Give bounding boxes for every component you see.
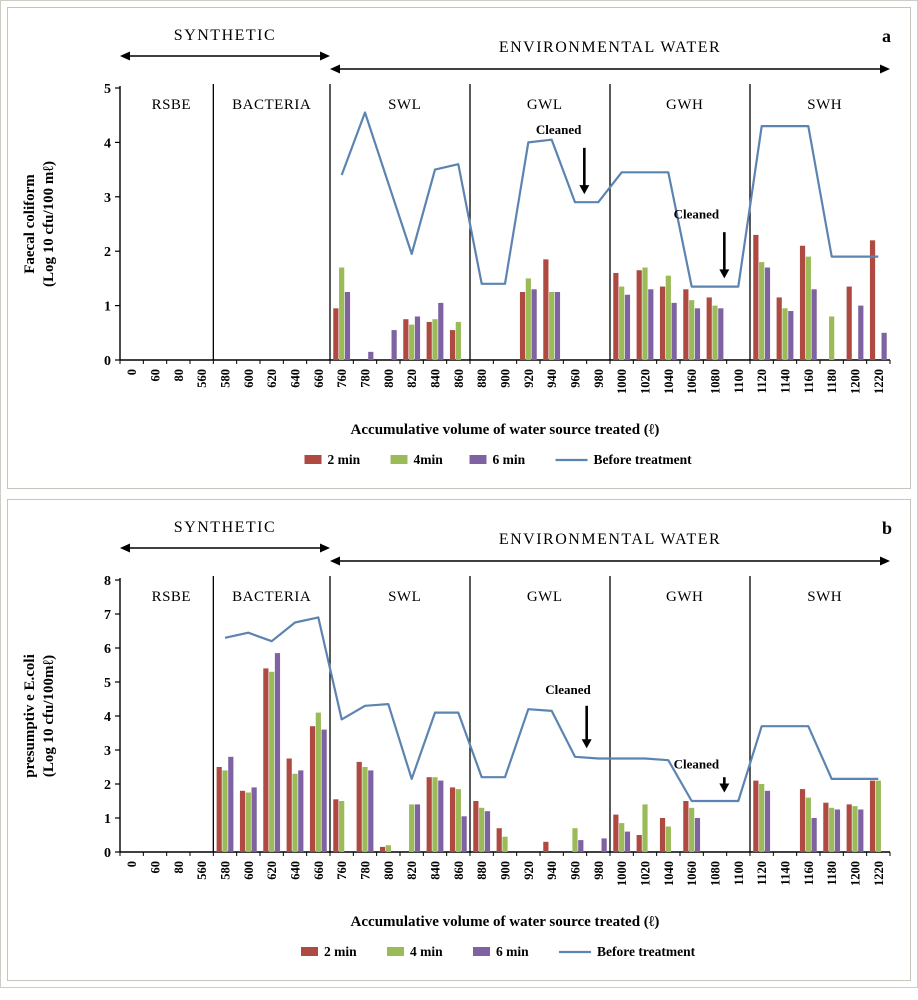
y-tick-label: 3 — [104, 190, 111, 206]
region-label: GWH — [666, 589, 704, 605]
bar-4min — [642, 804, 647, 852]
cleaned-arrow-head-icon — [719, 269, 729, 278]
x-tick-label: 960 — [568, 369, 583, 388]
bar-4min — [572, 828, 577, 852]
x-tick-label: 80 — [171, 861, 186, 874]
legend-swatch — [387, 947, 404, 956]
legend-swatch — [473, 947, 490, 956]
x-tick-label: 0 — [125, 369, 140, 376]
x-tick-label: 1140 — [778, 369, 793, 394]
region-label: SWH — [807, 97, 843, 113]
x-tick-label: 1120 — [755, 369, 770, 394]
bar-6min — [695, 308, 700, 360]
bar-2min — [707, 297, 712, 360]
region-label: RSBE — [151, 97, 192, 113]
bar-4min — [689, 808, 694, 852]
bar-2min — [683, 801, 688, 852]
legend-label: 6 min — [496, 944, 529, 959]
x-tick-label: 900 — [498, 861, 513, 880]
arrow-head-right-icon — [880, 65, 890, 74]
cleaned-annotation: Cleaned — [535, 122, 582, 138]
x-tick-label: 600 — [241, 369, 256, 388]
arrow-head-left-icon — [330, 65, 340, 74]
x-tick-label: 580 — [218, 369, 233, 388]
x-tick-label: 1160 — [801, 861, 816, 886]
legend-label: 6 min — [492, 452, 526, 467]
bar-6min — [858, 306, 863, 360]
x-tick-label: 880 — [475, 369, 490, 388]
x-tick-label: 580 — [218, 861, 233, 880]
x-tick-label: 920 — [521, 861, 536, 880]
legend-label: 2 min — [327, 452, 361, 467]
x-tick-label: 60 — [148, 861, 163, 874]
x-tick-label: 940 — [545, 861, 560, 880]
region-label: GWL — [526, 97, 563, 113]
x-tick-label: 1040 — [661, 369, 676, 394]
x-tick-label: 80 — [171, 369, 186, 382]
bar-4min — [316, 713, 321, 852]
bar-2min — [497, 828, 502, 852]
x-tick-label: 620 — [265, 369, 280, 388]
bar-2min — [450, 330, 455, 360]
bar-6min — [625, 832, 630, 852]
section-arrow-label: SYNTHETIC — [173, 27, 277, 44]
legend-label: 4min — [413, 452, 443, 467]
bar-2min — [543, 259, 548, 360]
x-tick-label: 1200 — [848, 861, 863, 886]
bar-2min — [753, 235, 758, 360]
bar-4min — [362, 767, 367, 852]
region-label: GWL — [526, 589, 563, 605]
bar-6min — [345, 292, 350, 360]
bar-6min — [438, 303, 443, 360]
bar-2min — [660, 287, 665, 360]
bar-2min — [427, 777, 432, 852]
bar-4min — [292, 774, 297, 852]
x-tick-label: 1020 — [638, 369, 653, 394]
x-tick-label: 940 — [545, 369, 560, 388]
region-label: BACTERIA — [232, 97, 312, 113]
x-tick-label: 1200 — [848, 369, 863, 394]
bar-6min — [438, 781, 443, 852]
x-tick-label: 860 — [451, 369, 466, 388]
region-label: BACTERIA — [232, 589, 312, 605]
cleaned-arrow-head-icon — [582, 739, 592, 748]
bar-6min — [648, 289, 653, 360]
x-tick-label: 1060 — [685, 861, 700, 886]
bar-6min — [788, 311, 793, 360]
region-label: RSBE — [151, 589, 192, 605]
bar-2min — [823, 803, 828, 852]
x-tick-label: 1020 — [638, 861, 653, 886]
bar-2min — [403, 319, 408, 360]
bar-6min — [578, 840, 583, 852]
bar-2min — [847, 287, 852, 360]
legend-swatch — [391, 455, 408, 464]
bar-4min — [806, 798, 811, 852]
x-tick-label: 1180 — [825, 861, 840, 886]
bar-2min — [660, 818, 665, 852]
bar-2min — [333, 799, 338, 852]
legend-label: Before treatment — [597, 944, 696, 959]
cleaned-annotation: Cleaned — [673, 206, 720, 222]
y-axis-title: presumptiv e E.coli — [22, 654, 38, 778]
x-tick-label: 1160 — [801, 369, 816, 394]
bar-4min — [246, 793, 251, 853]
bar-2min — [613, 273, 618, 360]
bar-6min — [252, 787, 257, 852]
y-tick-label: 1 — [104, 299, 111, 315]
legend-swatch — [470, 455, 487, 464]
legend-swatch — [301, 947, 318, 956]
bar-2min — [217, 767, 222, 852]
bar-4min — [712, 306, 717, 360]
bar-6min — [765, 268, 770, 360]
y-tick-label: 3 — [104, 744, 111, 759]
x-tick-label: 640 — [288, 369, 303, 388]
y-axis-title: Faecal coliform — [22, 174, 38, 274]
legend-swatch — [305, 455, 322, 464]
x-tick-label: 1220 — [871, 861, 886, 886]
y-tick-label: 4 — [104, 710, 111, 725]
bar-4min — [782, 308, 787, 360]
bar-2min — [847, 804, 852, 852]
y-tick-label: 0 — [104, 846, 111, 861]
x-tick-label: 0 — [125, 861, 140, 868]
arrow-head-left-icon — [330, 557, 340, 566]
region-label: GWH — [666, 97, 704, 113]
bar-6min — [602, 838, 607, 852]
bar-6min — [485, 811, 490, 852]
bar-4min — [829, 808, 834, 852]
bar-4min — [876, 781, 881, 852]
x-tick-label: 880 — [475, 861, 490, 880]
bar-2min — [287, 759, 292, 853]
bar-4min — [269, 672, 274, 852]
bar-6min — [228, 757, 233, 852]
y-tick-label: 6 — [104, 642, 111, 657]
bar-2min — [520, 292, 525, 360]
bar-6min — [882, 333, 887, 360]
arrow-head-right-icon — [320, 544, 330, 553]
bar-2min — [357, 762, 362, 852]
x-tick-label: 1040 — [661, 861, 676, 886]
cleaned-arrow-head-icon — [579, 185, 589, 194]
chart-a-svg — [8, 8, 906, 488]
x-tick-label: 1100 — [731, 861, 746, 886]
x-tick-label: 1000 — [615, 369, 630, 394]
legend-label: Before treatment — [593, 452, 692, 467]
bar-2min — [777, 297, 782, 360]
bar-6min — [718, 308, 723, 360]
x-tick-label: 1120 — [755, 861, 770, 886]
bar-6min — [415, 804, 420, 852]
bar-6min — [555, 292, 560, 360]
x-tick-label: 660 — [311, 861, 326, 880]
bar-4min — [666, 827, 671, 853]
bar-2min — [473, 801, 478, 852]
arrow-head-left-icon — [120, 544, 130, 553]
bar-4min — [456, 322, 461, 360]
bar-6min — [415, 316, 420, 360]
bar-4min — [549, 292, 554, 360]
y-tick-label: 2 — [104, 245, 111, 261]
bar-4min — [642, 268, 647, 360]
bar-4min — [339, 801, 344, 852]
x-tick-label: 780 — [358, 861, 373, 880]
x-tick-label: 560 — [195, 861, 210, 880]
bar-4min — [829, 316, 834, 360]
section-arrow-label: ENVIRONMENTAL WATER — [498, 39, 722, 56]
bar-4min — [432, 777, 437, 852]
bar-2min — [800, 246, 805, 360]
section-arrow-label: SYNTHETIC — [173, 519, 277, 536]
bar-2min — [427, 322, 432, 360]
region-label: SWH — [807, 589, 843, 605]
legend-label: 2 min — [324, 944, 357, 959]
x-tick-label: 920 — [521, 369, 536, 388]
bar-2min — [800, 789, 805, 852]
x-tick-label: 1060 — [685, 369, 700, 394]
y-tick-label: 2 — [104, 778, 111, 793]
x-tick-label: 660 — [311, 369, 326, 388]
bar-6min — [812, 289, 817, 360]
bar-6min — [625, 295, 630, 360]
x-tick-label: 1080 — [708, 861, 723, 886]
bar-6min — [392, 330, 397, 360]
y-tick-label: 4 — [104, 136, 111, 152]
bar-2min — [240, 791, 245, 852]
x-tick-label: 560 — [195, 369, 210, 388]
legend-label: 4 min — [410, 944, 443, 959]
arrow-head-right-icon — [880, 557, 890, 566]
x-tick-label: 900 — [498, 369, 513, 388]
bar-2min — [683, 289, 688, 360]
x-tick-label: 840 — [428, 861, 443, 880]
bar-6min — [532, 289, 537, 360]
bar-6min — [298, 770, 303, 852]
bar-6min — [368, 352, 373, 360]
bar-4min — [689, 300, 694, 360]
bar-6min — [765, 791, 770, 852]
x-tick-label: 620 — [265, 861, 280, 880]
x-axis-title: Accumulative volume of water source treated (ℓ) — [350, 914, 660, 930]
x-tick-label: 760 — [335, 861, 350, 880]
bar-2min — [543, 842, 548, 852]
cleaned-arrow-head-icon — [719, 784, 729, 793]
y-tick-label: 0 — [104, 354, 111, 369]
x-tick-label: 780 — [358, 369, 373, 388]
bar-4min — [759, 262, 764, 360]
panel-letter: a — [882, 26, 891, 46]
bar-4min — [852, 806, 857, 852]
x-tick-label: 1180 — [825, 369, 840, 394]
y-tick-label: 5 — [104, 676, 111, 691]
bar-4min — [432, 319, 437, 360]
bar-6min — [835, 810, 840, 853]
x-tick-label: 800 — [381, 369, 396, 388]
bar-2min — [380, 847, 385, 852]
cleaned-annotation: Cleaned — [545, 681, 591, 697]
bar-6min — [322, 730, 327, 852]
bar-4min — [409, 325, 414, 360]
bar-4min — [386, 845, 391, 852]
x-tick-label: 800 — [381, 861, 396, 880]
x-tick-label: 980 — [591, 369, 606, 388]
y-tick-label: 5 — [104, 82, 111, 97]
bar-4min — [409, 804, 414, 852]
bar-2min — [870, 240, 875, 360]
x-tick-label: 1000 — [615, 861, 630, 886]
figure-panel-b — [7, 499, 911, 981]
bar-6min — [462, 816, 467, 852]
bar-4min — [619, 823, 624, 852]
region-label: SWL — [388, 589, 422, 605]
x-tick-label: 1140 — [778, 861, 793, 886]
bar-2min — [753, 781, 758, 852]
bar-2min — [263, 668, 268, 852]
bar-2min — [333, 308, 338, 360]
x-tick-label: 1100 — [731, 369, 746, 394]
x-tick-label: 980 — [591, 861, 606, 880]
bar-2min — [637, 835, 642, 852]
arrow-head-right-icon — [320, 52, 330, 61]
x-tick-label: 60 — [148, 369, 163, 382]
bar-6min — [275, 653, 280, 852]
bar-6min — [812, 818, 817, 852]
y-tick-label: 8 — [104, 574, 111, 589]
y-axis-title: (Log 10 cfu/100 mℓ) — [41, 160, 57, 288]
x-tick-label: 640 — [288, 861, 303, 880]
x-axis-title: Accumulative volume of water source treated (ℓ) — [350, 422, 660, 438]
cleaned-annotation: Cleaned — [673, 756, 720, 772]
section-arrow-label: ENVIRONMENTAL WATER — [498, 531, 722, 548]
arrow-head-left-icon — [120, 52, 130, 61]
x-tick-label: 840 — [428, 369, 443, 388]
bar-4min — [339, 268, 344, 360]
bar-4min — [666, 276, 671, 360]
chart-b-svg — [8, 500, 906, 980]
x-tick-label: 1080 — [708, 369, 723, 394]
panel-letter: b — [882, 518, 893, 538]
bar-6min — [672, 303, 677, 360]
x-tick-label: 860 — [451, 861, 466, 880]
bar-4min — [806, 257, 811, 360]
bar-2min — [450, 787, 455, 852]
bar-4min — [502, 837, 507, 852]
y-axis-title: (Log 10 cfu/100mℓ) — [41, 654, 57, 778]
region-label: SWL — [388, 97, 422, 113]
x-tick-label: 820 — [405, 369, 420, 388]
bar-6min — [858, 810, 863, 853]
bar-4min — [222, 770, 227, 852]
bar-4min — [456, 789, 461, 852]
bar-2min — [637, 270, 642, 360]
bar-4min — [619, 287, 624, 360]
x-tick-label: 1220 — [871, 369, 886, 394]
x-tick-label: 600 — [241, 861, 256, 880]
bar-2min — [310, 726, 315, 852]
x-tick-label: 960 — [568, 861, 583, 880]
bar-6min — [368, 770, 373, 852]
bar-4min — [759, 784, 764, 852]
x-tick-label: 760 — [335, 369, 350, 388]
x-tick-label: 820 — [405, 861, 420, 880]
y-tick-label: 7 — [104, 608, 111, 623]
y-tick-label: 1 — [104, 812, 111, 827]
bar-4min — [526, 278, 531, 360]
figure-panel-a — [7, 7, 911, 489]
bar-4min — [479, 808, 484, 852]
bar-2min — [870, 781, 875, 852]
bar-6min — [695, 818, 700, 852]
bar-2min — [613, 815, 618, 852]
